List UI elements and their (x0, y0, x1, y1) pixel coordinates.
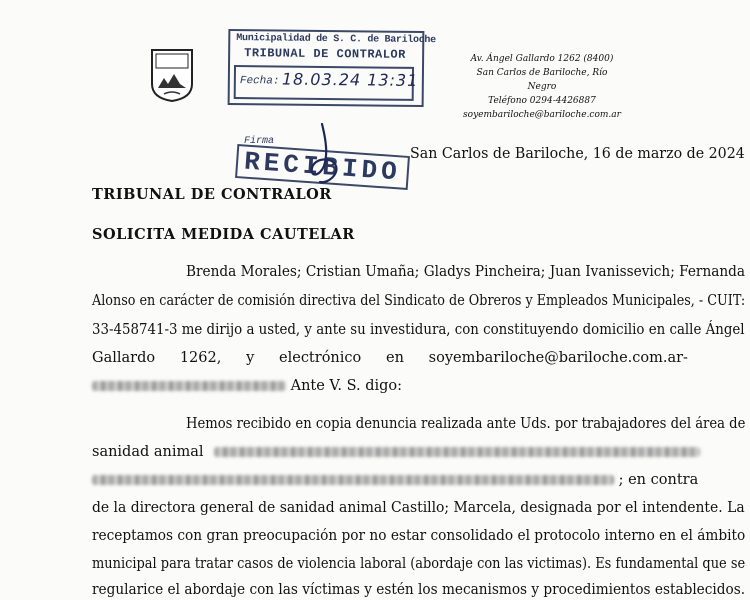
handwritten-signature (292, 120, 352, 190)
paragraph2-line3-end: ; en contra (618, 472, 699, 488)
paragraph1-line3: 33-458741-3 me dirijo a usted, y ante su investidura, con constituyendo domicilio en calle Ángel (92, 322, 745, 338)
paragraph1-line4 (92, 350, 688, 366)
letterhead-address (462, 52, 622, 122)
received-stamp (228, 29, 436, 107)
line4-word: en (386, 350, 404, 366)
redacted-names (92, 475, 614, 485)
paragraph2-line1: Hemos recibido en copia denuncia realizada ante Uds. por trabajadores del área de (186, 416, 746, 432)
paragraph2-line3 (92, 472, 698, 488)
recipient-heading: TRIBUNAL DE CONTRALOR (92, 186, 332, 203)
redacted-names (214, 447, 700, 457)
union-logo-icon (150, 48, 194, 102)
paragraph2-line7: regularice el abordaje con las víctimas y estén los mecanismos y procedimientos establecidos. (92, 582, 746, 598)
letter-date: San Carlos de Bariloche, 16 de marzo de 2024 (410, 146, 745, 162)
stamp-office: TRIBUNAL DE CONTRALOR (244, 46, 406, 62)
paragraph2-line2-start: sanidad animal (92, 444, 204, 460)
line4-word: electrónico (279, 350, 362, 366)
paragraph1-closing: Ante V. S. digo: (290, 378, 403, 394)
stamp-date-box (234, 65, 419, 101)
paragraph2-line2 (92, 444, 700, 460)
address-street: Av. Ángel Gallardo 1262 (8400) (470, 54, 614, 64)
address-email: soyembariloche@bariloche.com.ar (463, 110, 621, 120)
recibido-text: RECIBIDO (235, 144, 410, 190)
paragraph2-line6: municipal para tratar casos de violencia laboral (abordaje con las victimas). Es fundamental que se (92, 556, 746, 572)
stamp-date-value: 18.03.24 13:31 (281, 69, 419, 90)
line4-word: y (246, 350, 255, 366)
line4-word: 1262, (179, 350, 222, 366)
redacted-email (92, 381, 286, 391)
paragraph2-line4: de la directora general de sanidad animal Castillo; Marcela, designada por el intendente. La (92, 500, 745, 516)
union-logo (150, 48, 194, 102)
address-phone: Teléfono 0294-4426887 (488, 96, 596, 106)
line4-email: soyembariloche@bariloche.com.ar- (428, 350, 688, 366)
paragraph1-line1: Brenda Morales; Cristian Umaña; Gladys Pincheira; Juan Ivanissevich; Fernanda (186, 264, 746, 280)
paragraph2-line5: receptamos con gran preocupación por no estar consolidado el protocolo interno en el ámbito (92, 528, 746, 544)
paragraph1-line2: Alonso en carácter de comisión directiva del Sindicato de Obreros y Empleados Municipales, - CUIT: (92, 293, 746, 309)
line4-word: Gallardo (92, 350, 156, 366)
signature-label: Firma (244, 136, 275, 147)
recibido-stamp (232, 132, 402, 188)
stamp-municipality: Municipalidad de S. C. de Bariloche (236, 33, 436, 47)
address-city: San Carlos de Bariloche, Río Negro (476, 68, 608, 92)
subject-heading: SOLICITA MEDIDA CAUTELAR (92, 226, 355, 243)
paragraph1-line5 (92, 378, 402, 394)
stamp-date-label: Fecha: (239, 75, 280, 88)
